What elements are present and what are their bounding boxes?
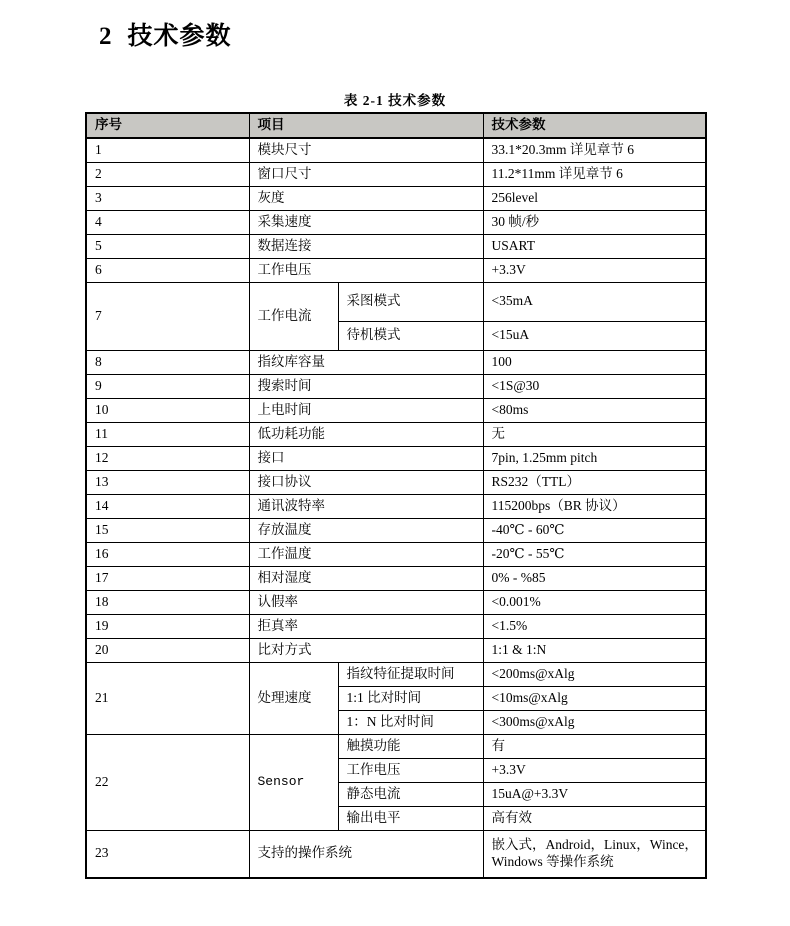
cell-item: 比对方式 [249,638,483,662]
cell-sub-value: <15uA [483,321,706,350]
cell-group-label: Sensor [249,734,338,830]
table-row [86,590,706,614]
table-row [86,614,706,638]
cell-sub-value: 高有效 [483,806,706,830]
cell-no: 14 [86,494,249,518]
cell-sub-label: 输出电平 [338,806,483,830]
cell-item: 拒真率 [249,614,483,638]
cell-value: <0.001% [483,590,706,614]
table-row [86,138,706,162]
cell-sub-label: 采图模式 [338,282,483,321]
cell-group-label: 工作电流 [249,282,338,350]
cell-item: 认假率 [249,590,483,614]
cell-value: +3.3V [483,258,706,282]
cell-no: 5 [86,234,249,258]
cell-value: 11.2*11mm 详见章节 6 [483,162,706,186]
cell-sub-label: 触摸功能 [338,734,483,758]
cell-no: 4 [86,210,249,234]
cell-no: 15 [86,518,249,542]
table-row [86,494,706,518]
cell-no: 19 [86,614,249,638]
spec-table [85,112,707,879]
section-number: 2 [99,23,113,50]
cell-value: 无 [483,422,706,446]
cell-item: 模块尺寸 [249,138,483,162]
cell-sub-value: <10ms@xAlg [483,686,706,710]
cell-value: 115200bps（BR 协议） [483,494,706,518]
table-row [86,470,706,494]
cell-value: RS232（TTL） [483,470,706,494]
table-row [86,422,706,446]
cell-value: 0% - %85 [483,566,706,590]
table-row-group [86,734,706,758]
cell-sub-value: <200ms@xAlg [483,662,706,686]
table-row-group [86,662,706,686]
cell-no: 21 [86,662,249,734]
cell-no: 9 [86,374,249,398]
cell-item: 存放温度 [249,518,483,542]
cell-no: 16 [86,542,249,566]
cell-item: 采集速度 [249,210,483,234]
cell-value: 33.1*20.3mm 详见章节 6 [483,138,706,162]
cell-sub-label: 待机模式 [338,321,483,350]
cell-no: 11 [86,422,249,446]
header-value: 技术参数 [483,113,706,138]
cell-sub-label: 指纹特征提取时间 [338,662,483,686]
table-row [86,350,706,374]
cell-value: -20℃ - 55℃ [483,542,706,566]
cell-item: 通讯波特率 [249,494,483,518]
cell-no: 23 [86,830,249,878]
cell-no: 12 [86,446,249,470]
cell-item: 工作电压 [249,258,483,282]
cell-item: 搜索时间 [249,374,483,398]
table-caption: 表 2-1 技术参数 [343,93,447,108]
cell-no: 10 [86,398,249,422]
table-row [86,566,706,590]
cell-value: -40℃ - 60℃ [483,518,706,542]
cell-value: 30 帧/秒 [483,210,706,234]
cell-value: <1.5% [483,614,706,638]
table-row [86,518,706,542]
cell-sub-value: +3.3V [483,758,706,782]
cell-no: 3 [86,186,249,210]
table-row [86,186,706,210]
table-row [86,398,706,422]
cell-item: 指纹库容量 [249,350,483,374]
cell-no: 17 [86,566,249,590]
cell-no: 8 [86,350,249,374]
table-row [86,374,706,398]
cell-value: 256level [483,186,706,210]
cell-item: 相对湿度 [249,566,483,590]
header-no: 序号 [86,113,249,138]
cell-item: 上电时间 [249,398,483,422]
cell-no: 1 [86,138,249,162]
cell-no: 6 [86,258,249,282]
cell-sub-label: 工作电压 [338,758,483,782]
cell-item: 低功耗功能 [249,422,483,446]
cell-value: 7pin, 1.25mm pitch [483,446,706,470]
table-row [86,446,706,470]
cell-item: 支持的操作系统 [249,830,483,878]
table-row-group [86,282,706,321]
cell-value: 嵌入式，Android，Linux，Wince，Windows 等操作系统 [483,830,706,878]
cell-item: 窗口尺寸 [249,162,483,186]
cell-no: 18 [86,590,249,614]
table-row [86,638,706,662]
cell-item: 数据连接 [249,234,483,258]
cell-item: 灰度 [249,186,483,210]
cell-sub-value: 有 [483,734,706,758]
section-heading [99,16,232,52]
cell-value: 100 [483,350,706,374]
table-row [86,210,706,234]
cell-no: 13 [86,470,249,494]
cell-item: 接口协议 [249,470,483,494]
table-row [86,234,706,258]
cell-no: 2 [86,162,249,186]
cell-sub-label: 1：N 比对时间 [338,710,483,734]
cell-value: USART [483,234,706,258]
cell-value: <80ms [483,398,706,422]
table-row [86,162,706,186]
cell-no: 20 [86,638,249,662]
cell-item: 接口 [249,446,483,470]
cell-value: <1S@30 [483,374,706,398]
cell-value: 1:1 & 1:N [483,638,706,662]
cell-item: 工作温度 [249,542,483,566]
table-row [86,830,706,878]
cell-group-label: 处理速度 [249,662,338,734]
cell-sub-value: 15uA@+3.3V [483,782,706,806]
header-item: 项目 [249,113,483,138]
section-title: 技术参数 [127,23,232,50]
table-row [86,258,706,282]
cell-sub-label: 静态电流 [338,782,483,806]
table-header-row [86,113,706,138]
cell-sub-value: <35mA [483,282,706,321]
cell-no: 7 [86,282,249,350]
cell-sub-label: 1:1 比对时间 [338,686,483,710]
cell-sub-value: <300ms@xAlg [483,710,706,734]
cell-no: 22 [86,734,249,830]
table-row [86,542,706,566]
